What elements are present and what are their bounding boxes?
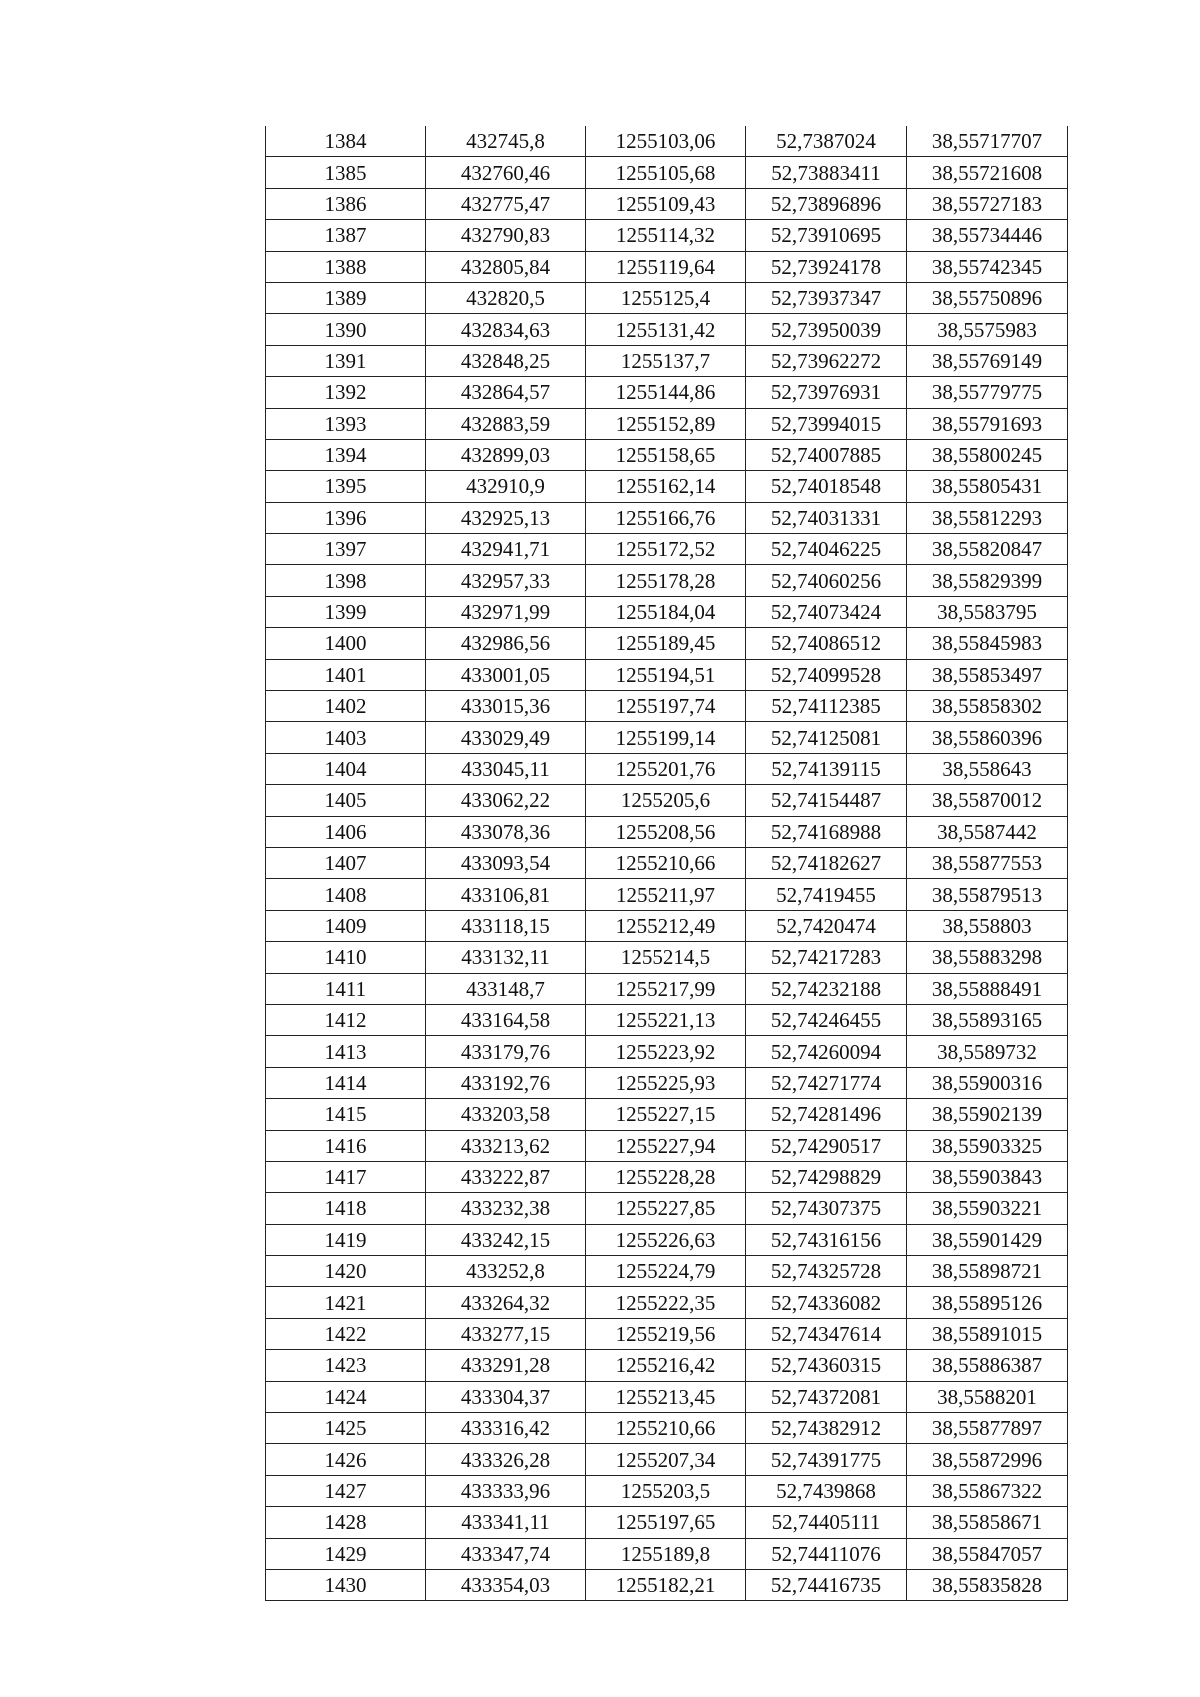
latitude-cell: 52,74168988 [746,816,907,847]
x-coordinate-cell: 433242,15 [426,1224,586,1255]
x-coordinate-cell: 433062,22 [426,785,586,816]
x-coordinate-cell: 433264,32 [426,1287,586,1318]
y-coordinate-cell: 1255131,42 [586,314,746,345]
table-row [266,345,1068,376]
longitude-cell: 38,5583795 [907,596,1068,627]
latitude-cell: 52,73924178 [746,251,907,282]
x-coordinate-cell: 433316,42 [426,1413,586,1444]
table-row [266,879,1068,910]
longitude-cell: 38,55829399 [907,565,1068,596]
table-row [266,691,1068,722]
table-row [266,816,1068,847]
latitude-cell: 52,74007885 [746,439,907,470]
x-coordinate-cell: 432775,47 [426,188,586,219]
longitude-cell: 38,55903325 [907,1130,1068,1161]
longitude-cell: 38,55835828 [907,1569,1068,1600]
x-coordinate-cell: 433001,05 [426,659,586,690]
latitude-cell: 52,74281496 [746,1099,907,1130]
longitude-cell: 38,55769149 [907,345,1068,376]
point-number-cell: 1418 [266,1193,426,1224]
latitude-cell: 52,73950039 [746,314,907,345]
point-number-cell: 1428 [266,1507,426,1538]
x-coordinate-cell: 432805,84 [426,251,586,282]
x-coordinate-cell: 433164,58 [426,1004,586,1035]
table-row [266,471,1068,502]
y-coordinate-cell: 1255199,14 [586,722,746,753]
point-number-cell: 1413 [266,1036,426,1067]
latitude-cell: 52,73883411 [746,157,907,188]
table-row [266,1507,1068,1538]
longitude-cell: 38,55853497 [907,659,1068,690]
longitude-cell: 38,55886387 [907,1350,1068,1381]
latitude-cell: 52,74360315 [746,1350,907,1381]
x-coordinate-cell: 433277,15 [426,1318,586,1349]
longitude-cell: 38,55877897 [907,1413,1068,1444]
table-row [266,722,1068,753]
x-coordinate-cell: 432790,83 [426,220,586,251]
table-row [266,157,1068,188]
y-coordinate-cell: 1255222,35 [586,1287,746,1318]
point-number-cell: 1407 [266,847,426,878]
latitude-cell: 52,74154487 [746,785,907,816]
longitude-cell: 38,55734446 [907,220,1068,251]
latitude-cell: 52,74060256 [746,565,907,596]
latitude-cell: 52,73962272 [746,345,907,376]
y-coordinate-cell: 1255178,28 [586,565,746,596]
table-row [266,1475,1068,1506]
point-number-cell: 1385 [266,157,426,188]
latitude-cell: 52,74099528 [746,659,907,690]
x-coordinate-cell: 433203,58 [426,1099,586,1130]
longitude-cell: 38,55727183 [907,188,1068,219]
longitude-cell: 38,55867322 [907,1475,1068,1506]
point-number-cell: 1427 [266,1475,426,1506]
point-number-cell: 1394 [266,439,426,470]
y-coordinate-cell: 1255144,86 [586,377,746,408]
point-number-cell: 1403 [266,722,426,753]
longitude-cell: 38,55721608 [907,157,1068,188]
y-coordinate-cell: 1255152,89 [586,408,746,439]
table-row [266,1538,1068,1569]
x-coordinate-cell: 433045,11 [426,753,586,784]
longitude-cell: 38,55903221 [907,1193,1068,1224]
x-coordinate-cell: 433333,96 [426,1475,586,1506]
latitude-cell: 52,73994015 [746,408,907,439]
x-coordinate-cell: 433252,8 [426,1256,586,1287]
longitude-cell: 38,55877553 [907,847,1068,878]
y-coordinate-cell: 1255210,66 [586,847,746,878]
point-number-cell: 1421 [266,1287,426,1318]
x-coordinate-cell: 433326,28 [426,1444,586,1475]
point-number-cell: 1430 [266,1569,426,1600]
latitude-cell: 52,74232188 [746,973,907,1004]
table-row [266,596,1068,627]
x-coordinate-cell: 432899,03 [426,439,586,470]
point-number-cell: 1414 [266,1067,426,1098]
table-row [266,439,1068,470]
y-coordinate-cell: 1255227,15 [586,1099,746,1130]
point-number-cell: 1426 [266,1444,426,1475]
x-coordinate-cell: 432971,99 [426,596,586,627]
point-number-cell: 1402 [266,691,426,722]
x-coordinate-cell: 433106,81 [426,879,586,910]
x-coordinate-cell: 433148,7 [426,973,586,1004]
y-coordinate-cell: 1255114,32 [586,220,746,251]
table-row [266,1318,1068,1349]
x-coordinate-cell: 432883,59 [426,408,586,439]
y-coordinate-cell: 1255223,92 [586,1036,746,1067]
longitude-cell: 38,5575983 [907,314,1068,345]
table-row [266,785,1068,816]
point-number-cell: 1392 [266,377,426,408]
point-number-cell: 1417 [266,1161,426,1192]
longitude-cell: 38,55860396 [907,722,1068,753]
table-row [266,910,1068,941]
table-row [266,502,1068,533]
latitude-cell: 52,74086512 [746,628,907,659]
y-coordinate-cell: 1255201,76 [586,753,746,784]
table-row [266,1130,1068,1161]
latitude-cell: 52,74031331 [746,502,907,533]
latitude-cell: 52,74316156 [746,1224,907,1255]
y-coordinate-cell: 1255184,04 [586,596,746,627]
point-number-cell: 1393 [266,408,426,439]
table-row [266,1224,1068,1255]
x-coordinate-cell: 433029,49 [426,722,586,753]
longitude-cell: 38,55872996 [907,1444,1068,1475]
latitude-cell: 52,74018548 [746,471,907,502]
x-coordinate-cell: 433192,76 [426,1067,586,1098]
table-row [266,565,1068,596]
y-coordinate-cell: 1255207,34 [586,1444,746,1475]
x-coordinate-cell: 433341,11 [426,1507,586,1538]
latitude-cell: 52,74405111 [746,1507,907,1538]
x-coordinate-cell: 432834,63 [426,314,586,345]
latitude-cell: 52,7439868 [746,1475,907,1506]
latitude-cell: 52,73910695 [746,220,907,251]
y-coordinate-cell: 1255211,97 [586,879,746,910]
latitude-cell: 52,74325728 [746,1256,907,1287]
longitude-cell: 38,55893165 [907,1004,1068,1035]
point-number-cell: 1389 [266,282,426,313]
point-number-cell: 1395 [266,471,426,502]
x-coordinate-cell: 433354,03 [426,1569,586,1600]
x-coordinate-cell: 432745,8 [426,126,586,157]
table-row [266,942,1068,973]
table-row [266,659,1068,690]
longitude-cell: 38,55791693 [907,408,1068,439]
x-coordinate-cell: 432760,46 [426,157,586,188]
latitude-cell: 52,74217283 [746,942,907,973]
longitude-cell: 38,55858671 [907,1507,1068,1538]
x-coordinate-cell: 432864,57 [426,377,586,408]
coordinates-table [265,126,1068,1601]
longitude-cell: 38,558803 [907,910,1068,941]
x-coordinate-cell: 433118,15 [426,910,586,941]
x-coordinate-cell: 432910,9 [426,471,586,502]
table-row [266,628,1068,659]
latitude-cell: 52,74112385 [746,691,907,722]
table-row [266,1413,1068,1444]
longitude-cell: 38,558643 [907,753,1068,784]
table-row [266,126,1068,157]
point-number-cell: 1425 [266,1413,426,1444]
latitude-cell: 52,74416735 [746,1569,907,1600]
y-coordinate-cell: 1255227,94 [586,1130,746,1161]
longitude-cell: 38,55779775 [907,377,1068,408]
table-row [266,282,1068,313]
coordinates-table-body [266,126,1068,1601]
table-row [266,1444,1068,1475]
longitude-cell: 38,5587442 [907,816,1068,847]
table-row [266,220,1068,251]
longitude-cell: 38,55895126 [907,1287,1068,1318]
y-coordinate-cell: 1255205,6 [586,785,746,816]
table-row [266,1256,1068,1287]
table-row [266,534,1068,565]
x-coordinate-cell: 433291,28 [426,1350,586,1381]
y-coordinate-cell: 1255109,43 [586,188,746,219]
x-coordinate-cell: 432957,33 [426,565,586,596]
latitude-cell: 52,74073424 [746,596,907,627]
table-row [266,1350,1068,1381]
longitude-cell: 38,55858302 [907,691,1068,722]
x-coordinate-cell: 433213,62 [426,1130,586,1161]
latitude-cell: 52,7420474 [746,910,907,941]
table-row [266,1004,1068,1035]
latitude-cell: 52,74246455 [746,1004,907,1035]
y-coordinate-cell: 1255219,56 [586,1318,746,1349]
x-coordinate-cell: 433093,54 [426,847,586,878]
latitude-cell: 52,74271774 [746,1067,907,1098]
latitude-cell: 52,73976931 [746,377,907,408]
y-coordinate-cell: 1255119,64 [586,251,746,282]
table-row [266,1381,1068,1412]
table-row [266,1067,1068,1098]
point-number-cell: 1397 [266,534,426,565]
point-number-cell: 1408 [266,879,426,910]
x-coordinate-cell: 432941,71 [426,534,586,565]
longitude-cell: 38,55805431 [907,471,1068,502]
y-coordinate-cell: 1255189,8 [586,1538,746,1569]
longitude-cell: 38,55879513 [907,879,1068,910]
point-number-cell: 1398 [266,565,426,596]
table-row [266,314,1068,345]
point-number-cell: 1391 [266,345,426,376]
point-number-cell: 1404 [266,753,426,784]
y-coordinate-cell: 1255225,93 [586,1067,746,1098]
longitude-cell: 38,5588201 [907,1381,1068,1412]
y-coordinate-cell: 1255197,65 [586,1507,746,1538]
point-number-cell: 1387 [266,220,426,251]
point-number-cell: 1390 [266,314,426,345]
point-number-cell: 1412 [266,1004,426,1035]
table-row [266,377,1068,408]
longitude-cell: 38,55812293 [907,502,1068,533]
x-coordinate-cell: 433078,36 [426,816,586,847]
x-coordinate-cell: 433015,36 [426,691,586,722]
point-number-cell: 1399 [266,596,426,627]
latitude-cell: 52,74298829 [746,1161,907,1192]
table-row [266,753,1068,784]
point-number-cell: 1406 [266,816,426,847]
y-coordinate-cell: 1255224,79 [586,1256,746,1287]
point-number-cell: 1401 [266,659,426,690]
y-coordinate-cell: 1255203,5 [586,1475,746,1506]
longitude-cell: 38,55717707 [907,126,1068,157]
y-coordinate-cell: 1255208,56 [586,816,746,847]
latitude-cell: 52,7419455 [746,879,907,910]
point-number-cell: 1410 [266,942,426,973]
y-coordinate-cell: 1255162,14 [586,471,746,502]
table-row [266,1193,1068,1224]
table-row [266,251,1068,282]
point-number-cell: 1411 [266,973,426,1004]
x-coordinate-cell: 432925,13 [426,502,586,533]
table-row [266,1569,1068,1600]
y-coordinate-cell: 1255166,76 [586,502,746,533]
latitude-cell: 52,74260094 [746,1036,907,1067]
longitude-cell: 38,55742345 [907,251,1068,282]
latitude-cell: 52,7387024 [746,126,907,157]
point-number-cell: 1422 [266,1318,426,1349]
latitude-cell: 52,74139115 [746,753,907,784]
latitude-cell: 52,74347614 [746,1318,907,1349]
x-coordinate-cell: 432848,25 [426,345,586,376]
point-number-cell: 1400 [266,628,426,659]
y-coordinate-cell: 1255197,74 [586,691,746,722]
y-coordinate-cell: 1255182,21 [586,1569,746,1600]
x-coordinate-cell: 433179,76 [426,1036,586,1067]
x-coordinate-cell: 433222,87 [426,1161,586,1192]
latitude-cell: 52,74382912 [746,1413,907,1444]
y-coordinate-cell: 1255172,52 [586,534,746,565]
point-number-cell: 1419 [266,1224,426,1255]
latitude-cell: 52,74411076 [746,1538,907,1569]
latitude-cell: 52,74290517 [746,1130,907,1161]
table-row [266,973,1068,1004]
longitude-cell: 38,5589732 [907,1036,1068,1067]
y-coordinate-cell: 1255226,63 [586,1224,746,1255]
longitude-cell: 38,55800245 [907,439,1068,470]
y-coordinate-cell: 1255217,99 [586,973,746,1004]
x-coordinate-cell: 432820,5 [426,282,586,313]
table-row [266,1161,1068,1192]
y-coordinate-cell: 1255137,7 [586,345,746,376]
y-coordinate-cell: 1255213,45 [586,1381,746,1412]
longitude-cell: 38,55888491 [907,973,1068,1004]
point-number-cell: 1420 [266,1256,426,1287]
latitude-cell: 52,74372081 [746,1381,907,1412]
table-row [266,1036,1068,1067]
y-coordinate-cell: 1255210,66 [586,1413,746,1444]
table-row [266,847,1068,878]
point-number-cell: 1396 [266,502,426,533]
longitude-cell: 38,55903843 [907,1161,1068,1192]
point-number-cell: 1384 [266,126,426,157]
latitude-cell: 52,74046225 [746,534,907,565]
point-number-cell: 1386 [266,188,426,219]
point-number-cell: 1429 [266,1538,426,1569]
table-row [266,1099,1068,1130]
point-number-cell: 1423 [266,1350,426,1381]
x-coordinate-cell: 432986,56 [426,628,586,659]
longitude-cell: 38,55901429 [907,1224,1068,1255]
table-row [266,188,1068,219]
y-coordinate-cell: 1255216,42 [586,1350,746,1381]
x-coordinate-cell: 433304,37 [426,1381,586,1412]
y-coordinate-cell: 1255125,4 [586,282,746,313]
y-coordinate-cell: 1255189,45 [586,628,746,659]
latitude-cell: 52,73896896 [746,188,907,219]
y-coordinate-cell: 1255105,68 [586,157,746,188]
x-coordinate-cell: 433132,11 [426,942,586,973]
longitude-cell: 38,55847057 [907,1538,1068,1569]
longitude-cell: 38,55820847 [907,534,1068,565]
longitude-cell: 38,55750896 [907,282,1068,313]
y-coordinate-cell: 1255212,49 [586,910,746,941]
table-row [266,408,1068,439]
latitude-cell: 52,74391775 [746,1444,907,1475]
point-number-cell: 1405 [266,785,426,816]
longitude-cell: 38,55845983 [907,628,1068,659]
longitude-cell: 38,55891015 [907,1318,1068,1349]
point-number-cell: 1388 [266,251,426,282]
latitude-cell: 52,73937347 [746,282,907,313]
y-coordinate-cell: 1255158,65 [586,439,746,470]
point-number-cell: 1415 [266,1099,426,1130]
longitude-cell: 38,55902139 [907,1099,1068,1130]
y-coordinate-cell: 1255103,06 [586,126,746,157]
table-row [266,1287,1068,1318]
y-coordinate-cell: 1255214,5 [586,942,746,973]
point-number-cell: 1416 [266,1130,426,1161]
point-number-cell: 1409 [266,910,426,941]
y-coordinate-cell: 1255194,51 [586,659,746,690]
x-coordinate-cell: 433347,74 [426,1538,586,1569]
latitude-cell: 52,74125081 [746,722,907,753]
y-coordinate-cell: 1255227,85 [586,1193,746,1224]
latitude-cell: 52,74307375 [746,1193,907,1224]
x-coordinate-cell: 433232,38 [426,1193,586,1224]
latitude-cell: 52,74336082 [746,1287,907,1318]
longitude-cell: 38,55883298 [907,942,1068,973]
longitude-cell: 38,55900316 [907,1067,1068,1098]
point-number-cell: 1424 [266,1381,426,1412]
longitude-cell: 38,55898721 [907,1256,1068,1287]
y-coordinate-cell: 1255228,28 [586,1161,746,1192]
latitude-cell: 52,74182627 [746,847,907,878]
y-coordinate-cell: 1255221,13 [586,1004,746,1035]
longitude-cell: 38,55870012 [907,785,1068,816]
